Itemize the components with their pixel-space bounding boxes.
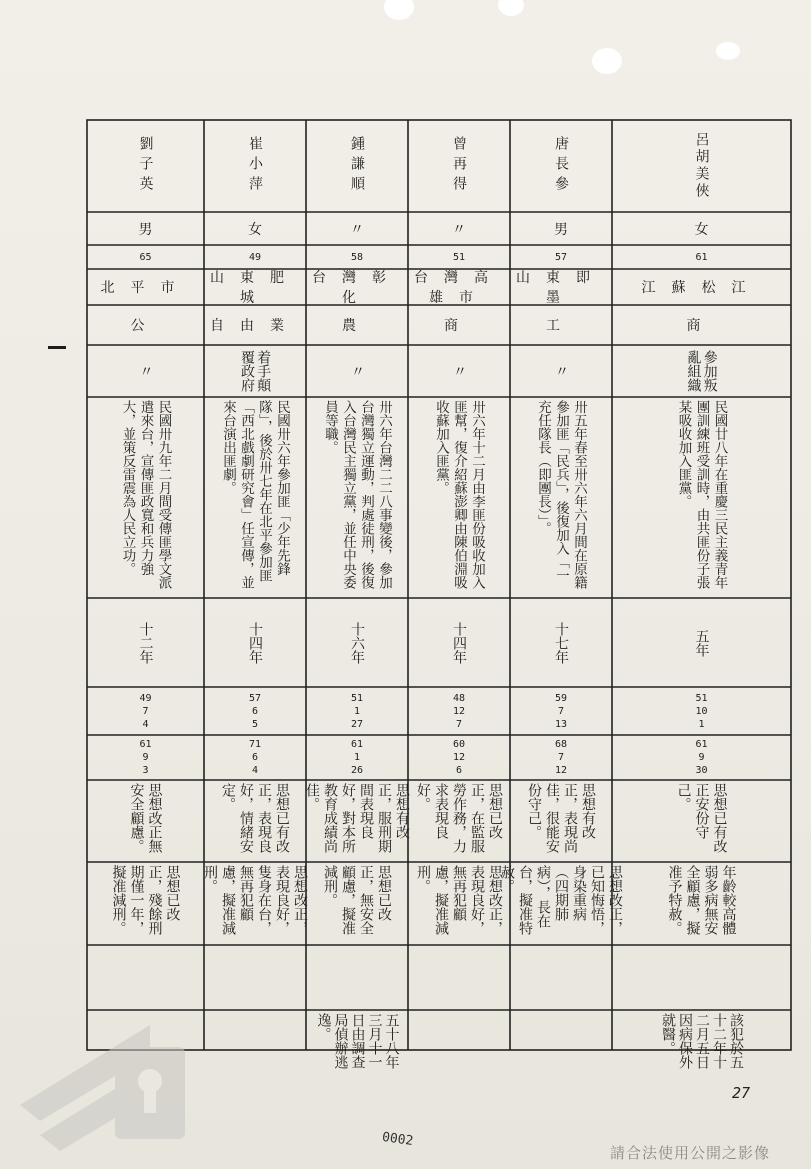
cell-age bbox=[615, 247, 788, 267]
cell-facts bbox=[207, 399, 303, 596]
cell-crime bbox=[513, 347, 609, 395]
cell-arrest bbox=[207, 689, 303, 733]
cell-age bbox=[90, 247, 201, 267]
watermark-logo-icon bbox=[0, 985, 220, 1169]
cell-opinion-text: 思想改正，已知悔悟，身染重病（四期肺病），長在台，擬准特赦。 bbox=[499, 865, 623, 935]
cell-facts-text: 民國廿八年在重慶三民主義青年團訓練班受訓時，由共匪份子張某吸收加入匪黨。 bbox=[675, 400, 728, 589]
cell-name-text: 唐長參 bbox=[553, 136, 570, 196]
cell-origin bbox=[309, 270, 405, 306]
cell-name-text: 劉子英 bbox=[137, 136, 154, 196]
cell-sex-text: 〃 bbox=[350, 221, 364, 238]
cell-term bbox=[90, 600, 201, 685]
cell-age-text: 51 bbox=[452, 251, 466, 263]
cell-arrest-text: 51 1 27 bbox=[350, 692, 364, 730]
cell-facts-text: 民國卅六年參加匪「少年先鋒隊」，後於卅七年在北平參加匪「西北戲劇研究會」任宣傳，並來台演出匪劇。 bbox=[220, 400, 290, 589]
cell-term bbox=[411, 600, 507, 685]
cell-arrest bbox=[513, 689, 609, 733]
cell-sex bbox=[309, 214, 405, 243]
cell-origin-text: 江蘇松江 bbox=[641, 280, 762, 296]
cell-origin bbox=[513, 270, 609, 306]
cell-age-text: 49 bbox=[248, 251, 262, 263]
cell-name bbox=[513, 122, 609, 210]
cell-crime-text: 〃 bbox=[137, 364, 154, 378]
cell-term bbox=[615, 600, 788, 685]
cell-release bbox=[411, 737, 507, 778]
cell-notes bbox=[615, 1012, 788, 1073]
cell-evaluation-text: 思想有改正，表現尚佳，很能安份守己。 bbox=[526, 783, 596, 853]
cell-notes bbox=[309, 1012, 405, 1073]
cell-opinion bbox=[615, 864, 788, 943]
cell-evaluation-text: 思想改正無安全顧慮。 bbox=[128, 783, 163, 853]
cell-notes bbox=[207, 1012, 303, 1073]
cell-term-text: 五年 bbox=[693, 628, 710, 657]
cell-arrest bbox=[90, 689, 201, 733]
cell-evaluation-text: 思想已改正，在監服勞作務，力求表現良好。 bbox=[415, 783, 503, 853]
cell-evaluation-text: 思想已有改正，表現良好，情緒安定。 bbox=[220, 783, 290, 853]
cell-crime bbox=[411, 347, 507, 395]
cell-term bbox=[309, 600, 405, 685]
cell-arrest-text: 59 7 13 bbox=[554, 692, 568, 730]
cell-occupation-text: 商 bbox=[686, 318, 717, 334]
cell-arrest bbox=[309, 689, 405, 733]
cell-release-text: 61 9 3 bbox=[139, 739, 152, 776]
cell-name bbox=[207, 122, 303, 210]
watermark-text: 請合法使用公開之影像 bbox=[610, 1144, 771, 1162]
cell-occupation-text: 農 bbox=[342, 318, 372, 334]
cell-name-text: 鍾謙順 bbox=[349, 136, 366, 196]
cell-sex bbox=[411, 214, 507, 243]
cell-arrest-text: 48 12 7 bbox=[452, 692, 466, 730]
cell-age bbox=[411, 247, 507, 267]
cell-opinion-text: 思想改正，表現良好，無再犯顧慮，擬准減刑。 bbox=[415, 865, 503, 935]
cell-crime-text: 〃 bbox=[451, 364, 468, 378]
cell-release-text: 71 6 4 bbox=[248, 739, 262, 776]
cell-occupation-text: 公 bbox=[130, 318, 161, 334]
cell-evaluation bbox=[207, 782, 303, 860]
cell-crime-text: 〃 bbox=[349, 364, 366, 378]
cell-release-text: 61 1 26 bbox=[350, 739, 364, 776]
cell-age-text: 58 bbox=[350, 251, 364, 263]
cell-occupation bbox=[207, 307, 303, 343]
cell-evaluation bbox=[90, 782, 201, 860]
cell-sex-text: 〃 bbox=[452, 221, 466, 238]
cell-name bbox=[411, 122, 507, 210]
cell-name-text: 呂胡美俠 bbox=[693, 132, 710, 200]
cell-occupation bbox=[90, 307, 201, 343]
cell-term-text: 十二年 bbox=[137, 621, 154, 664]
cell-release-text: 68 7 12 bbox=[554, 739, 568, 776]
cell-facts-text: 卅五年春至卅六年六月間在原籍參加匪「民兵」，後復加入「一充任隊長（即團長）」。 bbox=[535, 400, 587, 589]
cell-age bbox=[207, 247, 303, 267]
cell-origin bbox=[207, 270, 303, 306]
cell-origin-text: 台灣高雄市 bbox=[414, 270, 504, 306]
cell-arrest-text: 49 7 4 bbox=[139, 692, 152, 730]
cell-name bbox=[309, 122, 405, 210]
cell-crime bbox=[615, 347, 788, 395]
cell-facts-text: 民國卅九年二月間受傳匪學文派遣來台，宣傳匪政寬和兵力強大，並策反雷震為人民立功。 bbox=[119, 400, 172, 589]
cell-crime-text: 〃 bbox=[553, 364, 570, 378]
cell-origin bbox=[90, 271, 201, 303]
cell-evaluation bbox=[411, 782, 507, 860]
cell-crime-text: 着手顛覆政府 bbox=[239, 350, 272, 392]
cell-evaluation-text: 思想有改正，服刑期間表現良好，對本所教育成績尚佳。 bbox=[304, 783, 410, 853]
cell-evaluation bbox=[513, 782, 609, 860]
cell-name-text: 崔小萍 bbox=[247, 136, 264, 196]
cell-name bbox=[615, 122, 788, 210]
cell-origin-text: 台灣彰化 bbox=[312, 270, 402, 306]
cell-term bbox=[207, 600, 303, 685]
cell-facts bbox=[309, 399, 405, 596]
cell-arrest bbox=[615, 689, 788, 733]
cell-term bbox=[513, 600, 609, 685]
cell-facts bbox=[411, 399, 507, 596]
cell-sex bbox=[615, 214, 788, 243]
cell-evaluation bbox=[615, 782, 788, 860]
cell-occupation-text: 商 bbox=[444, 318, 474, 334]
cell-occupation-text: 工 bbox=[546, 318, 576, 334]
cell-opinion-text: 思想已改正，殘餘刑期僅一年，擬准減刑。 bbox=[110, 865, 181, 935]
cell-name-text: 曾再得 bbox=[451, 136, 468, 196]
cell-origin bbox=[411, 270, 507, 306]
cell-notes-text: 五十八年三月十一日由調查局偵辦逃逸。 bbox=[315, 1013, 400, 1069]
cell-opinion bbox=[90, 864, 201, 943]
cell-opinion bbox=[309, 864, 405, 943]
cell-opinion bbox=[499, 864, 623, 943]
cell-release bbox=[615, 737, 788, 778]
cell-sex-text: 男 bbox=[138, 221, 153, 238]
cell-opinion-text: 年齡較高體弱多病無安全顧慮，擬准予特赦。 bbox=[666, 865, 737, 935]
cell-age bbox=[309, 247, 405, 267]
cell-sex-text: 男 bbox=[554, 221, 568, 238]
cell-opinion-text: 思想已改正，無安全顧慮，擬准減刑。 bbox=[322, 865, 392, 935]
cell-term-text: 十七年 bbox=[553, 621, 570, 664]
cell-facts bbox=[615, 399, 788, 596]
cell-release bbox=[90, 737, 201, 778]
cell-facts-text: 卅六年十二月由李匪份吸收加入匪幫，復介紹蘇澎卿由陳伯淵吸收蘇加入匪黨。 bbox=[433, 400, 485, 589]
cell-sex bbox=[207, 214, 303, 243]
cell-origin-text: 山東肥城 bbox=[210, 270, 300, 306]
cell-occupation bbox=[513, 307, 609, 343]
cell-sex bbox=[90, 214, 201, 243]
cell-facts-text: 卅六年台灣二二八事變後，參加台灣獨立運動，判處徒刑，後復入台灣民主獨立黨，並任中央委員等職。 bbox=[322, 400, 392, 589]
cell-release bbox=[513, 737, 609, 778]
cell-term-text: 十四年 bbox=[247, 621, 264, 664]
cell-term-text: 十四年 bbox=[451, 621, 468, 664]
cell-arrest-text: 57 6 5 bbox=[248, 692, 262, 730]
cell-evaluation bbox=[304, 782, 410, 860]
cell-occupation-text: 自由業 bbox=[210, 318, 300, 334]
cell-age-text: 65 bbox=[139, 251, 152, 263]
cell-release-text: 60 12 6 bbox=[452, 739, 466, 776]
cell-release bbox=[207, 737, 303, 778]
cell-notes-text: 該犯於五十二年十二月五日因病保外就醫。 bbox=[660, 1013, 744, 1069]
cell-sex-text: 女 bbox=[694, 221, 709, 238]
cell-origin-text: 山東即墨 bbox=[516, 270, 606, 306]
cell-opinion bbox=[411, 864, 507, 943]
cell-sex bbox=[513, 214, 609, 243]
cell-sex-text: 女 bbox=[248, 221, 262, 238]
cell-crime bbox=[309, 347, 405, 395]
corner-handwritten-mark: 27 bbox=[732, 1084, 751, 1102]
cell-notes bbox=[411, 1012, 507, 1073]
cell-release-text: 61 9 30 bbox=[695, 739, 708, 776]
cell-notes bbox=[513, 1012, 609, 1073]
cell-crime bbox=[90, 347, 201, 395]
cell-arrest-text: 51 10 1 bbox=[695, 692, 708, 730]
cell-opinion bbox=[202, 864, 308, 943]
cell-origin-text: 北平市 bbox=[100, 280, 191, 296]
cell-term-text: 十六年 bbox=[349, 621, 366, 664]
cell-crime bbox=[207, 347, 303, 395]
cell-arrest bbox=[411, 689, 507, 733]
handwritten-page-number: 0002 bbox=[381, 1129, 415, 1150]
cell-origin bbox=[615, 271, 788, 303]
cell-crime-text: 參加叛亂組織 bbox=[685, 350, 718, 392]
cell-evaluation-text: 思想已有改正安份守己。 bbox=[675, 783, 728, 853]
cell-occupation bbox=[411, 307, 507, 343]
cell-facts bbox=[90, 399, 201, 596]
cell-age-text: 57 bbox=[554, 251, 568, 263]
cell-facts bbox=[513, 399, 609, 596]
cell-release bbox=[309, 737, 405, 778]
cell-age bbox=[513, 247, 609, 267]
cell-age-text: 61 bbox=[695, 251, 708, 263]
cell-name bbox=[90, 122, 201, 210]
cell-occupation bbox=[615, 307, 788, 343]
cell-occupation bbox=[309, 307, 405, 343]
cell-opinion-text: 思想改正，表現良好，隻身在台，無再犯顧慮，擬准減刑。 bbox=[202, 865, 308, 935]
